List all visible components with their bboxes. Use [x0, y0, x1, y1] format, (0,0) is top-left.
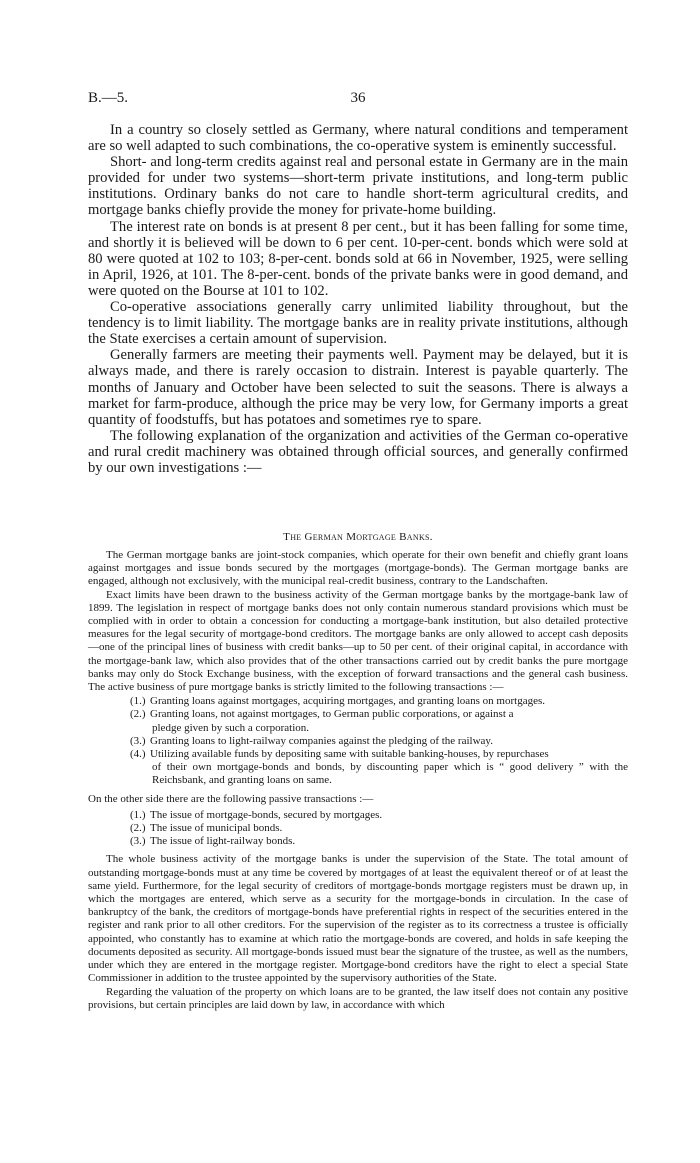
- section-paragraph: The whole business activity of the mortgage banks is under the supervision of the State. The total amount of outstanding mortgage-bonds must at any time be covered by mortgages of at least the equivalent thereof or of at least the same yield. Furthermore, for the legal security of creditors of mortgage-bonds mortgage registers must be drawn up, in which the mortgages are entered, which serve as a security for the mortgage-bonds in circulation. In the case of bankruptcy of the bank, the creditors of mortgage-bonds have preferential rights in respect of the securities entered in the register and rank prior to all other creditors. For the supervision of the register as to its correctness a trustee is officially appointed, who constantly has to examine at which ratio the mortgage-bonds are covered, and holds in safe keeping the documents deposited as security. All mortgage-bonds issued must bear the signature of the trustee, as well as the numbers, under which they are entered in the mortgage register. Mortgage-bond creditors have the right to elect a special State Commissioner in addition to the trustee appointed by the supervisory authorities of the State.: [88, 853, 628, 985]
- list-item-text: Granting loans against mortgages, acquiring mortgages, and granting loans on mortgages.: [150, 695, 545, 708]
- list-item-number: (3.): [130, 734, 146, 747]
- section-title: The German Mortgage Banks.: [283, 531, 433, 543]
- mortgage-banks-section: [88, 530, 628, 1012]
- paragraph: Generally farmers are meeting their payments well. Payment may be delayed, but it is always made, and there is rarely occasion to distrain. Interest is payable quarterly. The months of January and October have been selected to suit the seasons. There is always a market for farm-produce, although the price may be very low, for Germany imports a great quantity of foodstuffs, but has potatoes and sometimes rye to spare.: [88, 347, 628, 428]
- list-item: [130, 835, 628, 848]
- list-item-number: (4.): [130, 748, 146, 761]
- paragraph: Short- and long-term credits against real and personal estate in Germany are in the main provided for under two systems—short-term private institutions, and long-term public institutions. Ordinary banks do not care to handle short-term agricultural credits, and mortgage banks chiefly provide the money for private-home building.: [88, 154, 628, 219]
- list-item: [130, 708, 628, 734]
- paragraph: Co-operative associations generally carry unlimited liability throughout, but the tendency is to limit liability. The mortgage banks are in reality private institutions, although the State exercises a certain amount of supervision.: [88, 299, 628, 348]
- list-item-text: Utilizing available funds by depositing same with suitable banking-houses, by repurchases: [150, 748, 549, 761]
- list-item-text: The issue of light-railway bonds.: [150, 835, 296, 848]
- active-transactions-list: [88, 695, 628, 787]
- paragraph: In a country so closely settled as Germany, where natural conditions and temperament are so well adapted to such combinations, the co-operative system is eminently successful.: [88, 122, 628, 155]
- paragraph: The interest rate on bonds is at present 8 per cent., but it has been falling for some time, and shortly it is believed will be down to 6 per cent. 10-per-cent. bonds which were sold at 80 were quoted at 102 to 103; 8-per-cent. bonds sold at 66 in November, 1925, were selling in April, 1926, at 101. The 8-per-cent. bonds of the private banks were in good demand, and were quoted on the Bourse at 101 to 102.: [88, 218, 628, 299]
- list-item-text: The issue of mortgage-bonds, secured by mortgages.: [150, 808, 383, 821]
- page-number: 36: [350, 90, 366, 106]
- page-header: [88, 90, 628, 110]
- paragraph: The following explanation of the organization and activities of the German co-operative and rural credit machinery was obtained through official sources, and generally confirmed by our own investigations :—: [88, 427, 628, 476]
- list-item-number: (2.): [130, 822, 146, 835]
- section-paragraph: Regarding the valuation of the property on which loans are to be granted, the law itself does not contain any positive provisions, but certain principles are laid down by law, in accordance with which: [88, 985, 628, 1011]
- passive-intro: On the other side there are the following passive transactions :—: [88, 792, 374, 805]
- document-reference: B.—5.: [88, 90, 129, 106]
- passive-transactions-list: [88, 809, 628, 849]
- list-item-text: Granting loans, not against mortgages, to German public corporations, or against a: [150, 708, 514, 721]
- list-item-number: (1.): [130, 695, 146, 708]
- list-item-text: Granting loans to light-railway companies against the pledging of the railway.: [150, 734, 493, 747]
- list-item: [130, 822, 628, 835]
- list-item-text: The issue of municipal bonds.: [150, 822, 283, 835]
- list-item-continuation: pledge given by such a corporation.: [152, 721, 310, 734]
- list-item: [130, 809, 628, 822]
- section-paragraph: The German mortgage banks are joint-stock companies, which operate for their own benefit and chiefly grant loans against mortgages and issue bonds secured by the mortgages (mortgage-bonds). The German mortgage banks are engaged, although not exclusively, with the municipal real-credit business, contrary to the Landschaften.: [88, 549, 628, 588]
- list-item: [130, 695, 628, 708]
- list-item-number: (3.): [130, 835, 146, 848]
- list-item-number: (1.): [130, 808, 146, 821]
- section-paragraph: Exact limits have been drawn to the business activity of the German mortgage banks by the mortgage-bank law of 1899. The legislation in respect of mortgage banks does not only contain numerous standard provisions which must be complied with in order to obtain a concession for conducting a mortgage-bank institution, but also detailed protective measures for the legal security of mortgage-bond creditors. The mortgage banks are only allowed to accept cash deposits—one of the principal lines of business with credit banks—up to 50 per cent. of their original capital, in accordance with the mortgage-bank law, which also provides that of the other transactions carried out by credit banks the pure mortgage banks may only do Stock Exchange business, with the exception of forward transactions and the general cash business. The active business of pure mortgage banks is strictly limited to the following transactions :—: [88, 588, 628, 694]
- list-item-number: (2.): [130, 708, 146, 721]
- list-item-continuation: of their own mortgage-bonds and bonds, by discounting paper which is “ good delivery ” with the Reichsbank, and granting loans on same.: [152, 761, 628, 787]
- list-item: [130, 748, 628, 788]
- list-item: [130, 735, 628, 748]
- main-text: [88, 122, 628, 476]
